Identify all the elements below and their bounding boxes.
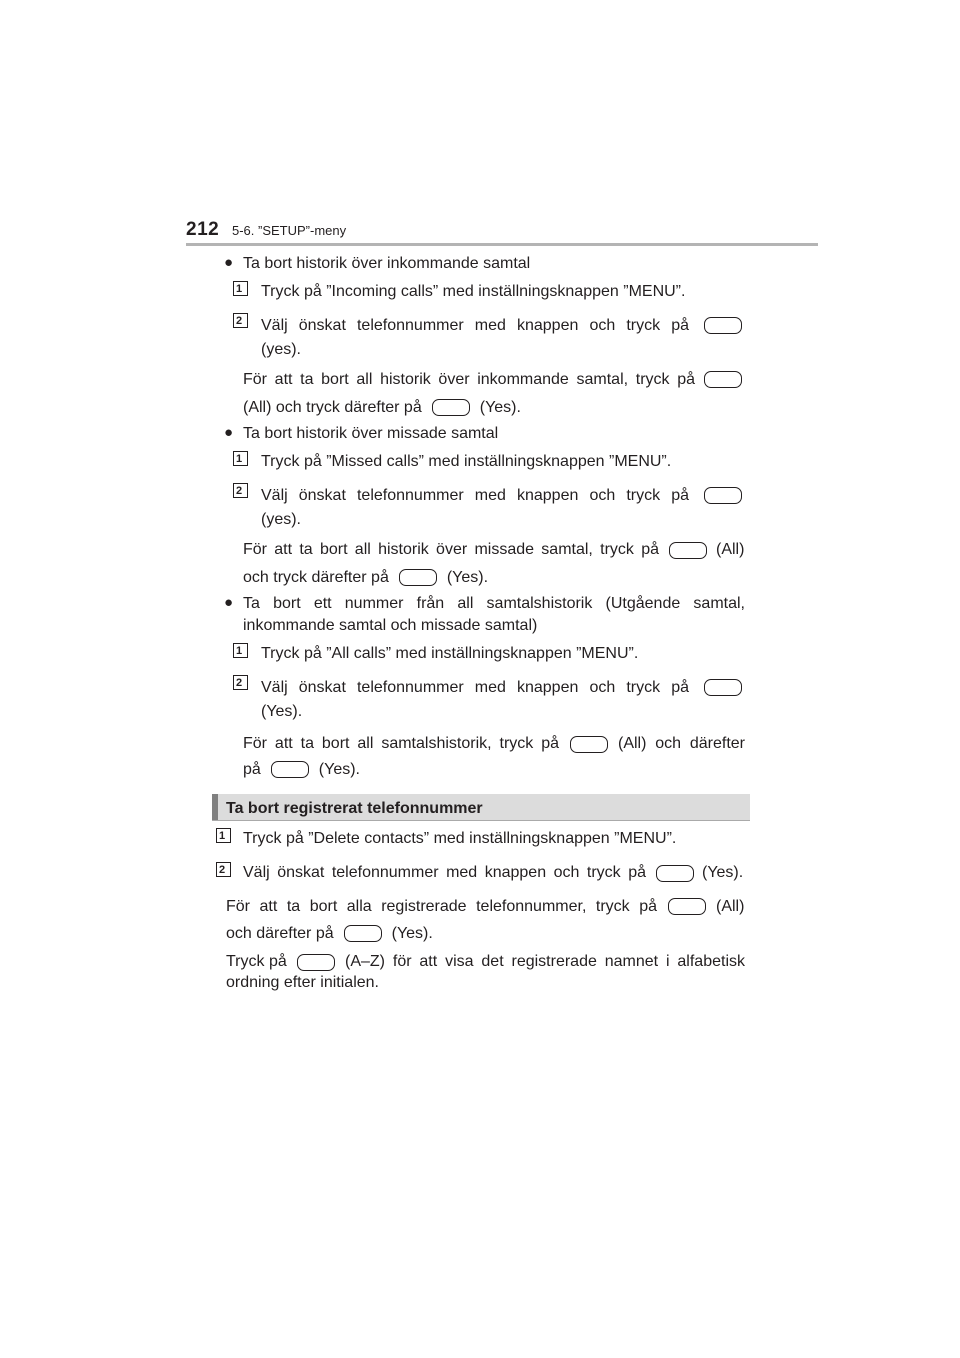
section-heading-underline [212,820,750,821]
button-icon [344,925,382,942]
bullet-icon: ● [224,254,234,271]
sec1-note-line2 [243,398,521,418]
sec2-step1: Tryck på ”Missed calls” med inställningsknappen ”MENU”. [261,453,672,470]
button-icon [669,542,707,559]
step-number-2: 2 [216,862,231,877]
section-heading-accent [212,794,218,821]
sec4-note1-text: och därefter på [226,925,334,942]
bullet-icon: ● [224,594,234,611]
sec3-step2-line2: (Yes). [261,703,303,720]
sec1-step2-line2: (yes). [261,341,301,358]
step-number-2: 2 [233,483,248,498]
sec4-step2-yes: (Yes). [702,864,744,881]
sec1-title: Ta bort historik över inkommande samtal [243,255,531,272]
sec3-step1: Tryck på ”All calls” med inställningsknappen ”MENU”. [261,645,639,662]
button-icon [704,317,742,334]
sec4-note1-line1: För att ta bort alla registrerade telefonnummer, tryck på [226,898,657,915]
sec2-title: Ta bort historik över missade samtal [243,425,499,442]
header-rule [186,243,818,246]
button-icon [271,761,309,778]
sec1-note-yes: (Yes). [479,399,521,416]
button-icon [704,679,742,696]
sec3-note-yes: (Yes). [318,761,360,778]
button-icon [399,569,437,586]
button-icon [704,371,742,388]
sec4-note2-start: Tryck på [226,953,287,970]
button-icon [656,865,694,882]
step-number-1: 1 [233,643,248,658]
sec3-title-line1: Ta bort ett nummer från all samtalshistorik (Utgående samtal, [243,595,745,612]
step-number-2: 2 [233,313,248,328]
sec2-note-line2 [243,568,488,588]
sec2-note-line1: För att ta bort all historik över missade samtal, tryck på [243,541,659,558]
sec3-note-line2 [243,760,360,780]
step-number-1: 1 [233,451,248,466]
step-number-1: 1 [216,828,231,843]
sec2-step2-line2: (yes). [261,511,301,528]
sec3-note-text: på [243,761,261,778]
sec4-note1-yes: (Yes). [391,925,433,942]
breadcrumb: 5-6. ”SETUP”-meny [232,223,347,238]
sec4-step1: Tryck på ”Delete contacts” med inställningsknappen ”MENU”. [243,830,677,847]
sec3-note-line1: För att ta bort all samtalshistorik, tryck på [243,735,559,752]
sec4-note1-line2 [226,924,433,944]
sec1-note-line1: För att ta bort all historik över inkommande samtal, tryck på [243,371,695,388]
sec2-note-all: (All) [716,541,745,558]
sec4-note2-line1: (A–Z) för att visa det registrerade namnet i alfabetisk [345,953,745,970]
sec3-note-line1-end: (All) och därefter [618,735,745,752]
sec1-step2-line1: Välj önskat telefonnummer med knappen och tryck på [261,317,689,334]
section-heading: Ta bort registrerat telefonnummer [226,800,483,817]
step-number-1: 1 [233,281,248,296]
button-icon [704,487,742,504]
sec2-note-text: och tryck därefter på [243,569,389,586]
button-icon [432,399,470,416]
sec4-step2-line1: Välj önskat telefonnummer med knappen och tryck på [243,864,646,881]
sec3-step2-line1: Välj önskat telefonnummer med knappen och tryck på [261,679,689,696]
sec1-step1: Tryck på ”Incoming calls” med inställningsknappen ”MENU”. [261,283,686,300]
bullet-icon: ● [224,424,234,441]
sec4-note1-all: (All) [716,898,745,915]
step-number-2: 2 [233,675,248,690]
button-icon [668,898,706,915]
button-icon [297,954,335,971]
sec3-title-line2: inkommande samtal och missade samtal) [243,617,538,634]
button-icon [570,736,608,753]
sec2-note-yes: (Yes). [446,569,489,586]
page-number: 212 [186,219,220,240]
sec2-step2-line1: Välj önskat telefonnummer med knappen och tryck på [261,487,689,504]
sec4-note2-line2: ordning efter initialen. [226,974,379,991]
sec1-note-text: (All) och tryck därefter på [243,399,422,416]
